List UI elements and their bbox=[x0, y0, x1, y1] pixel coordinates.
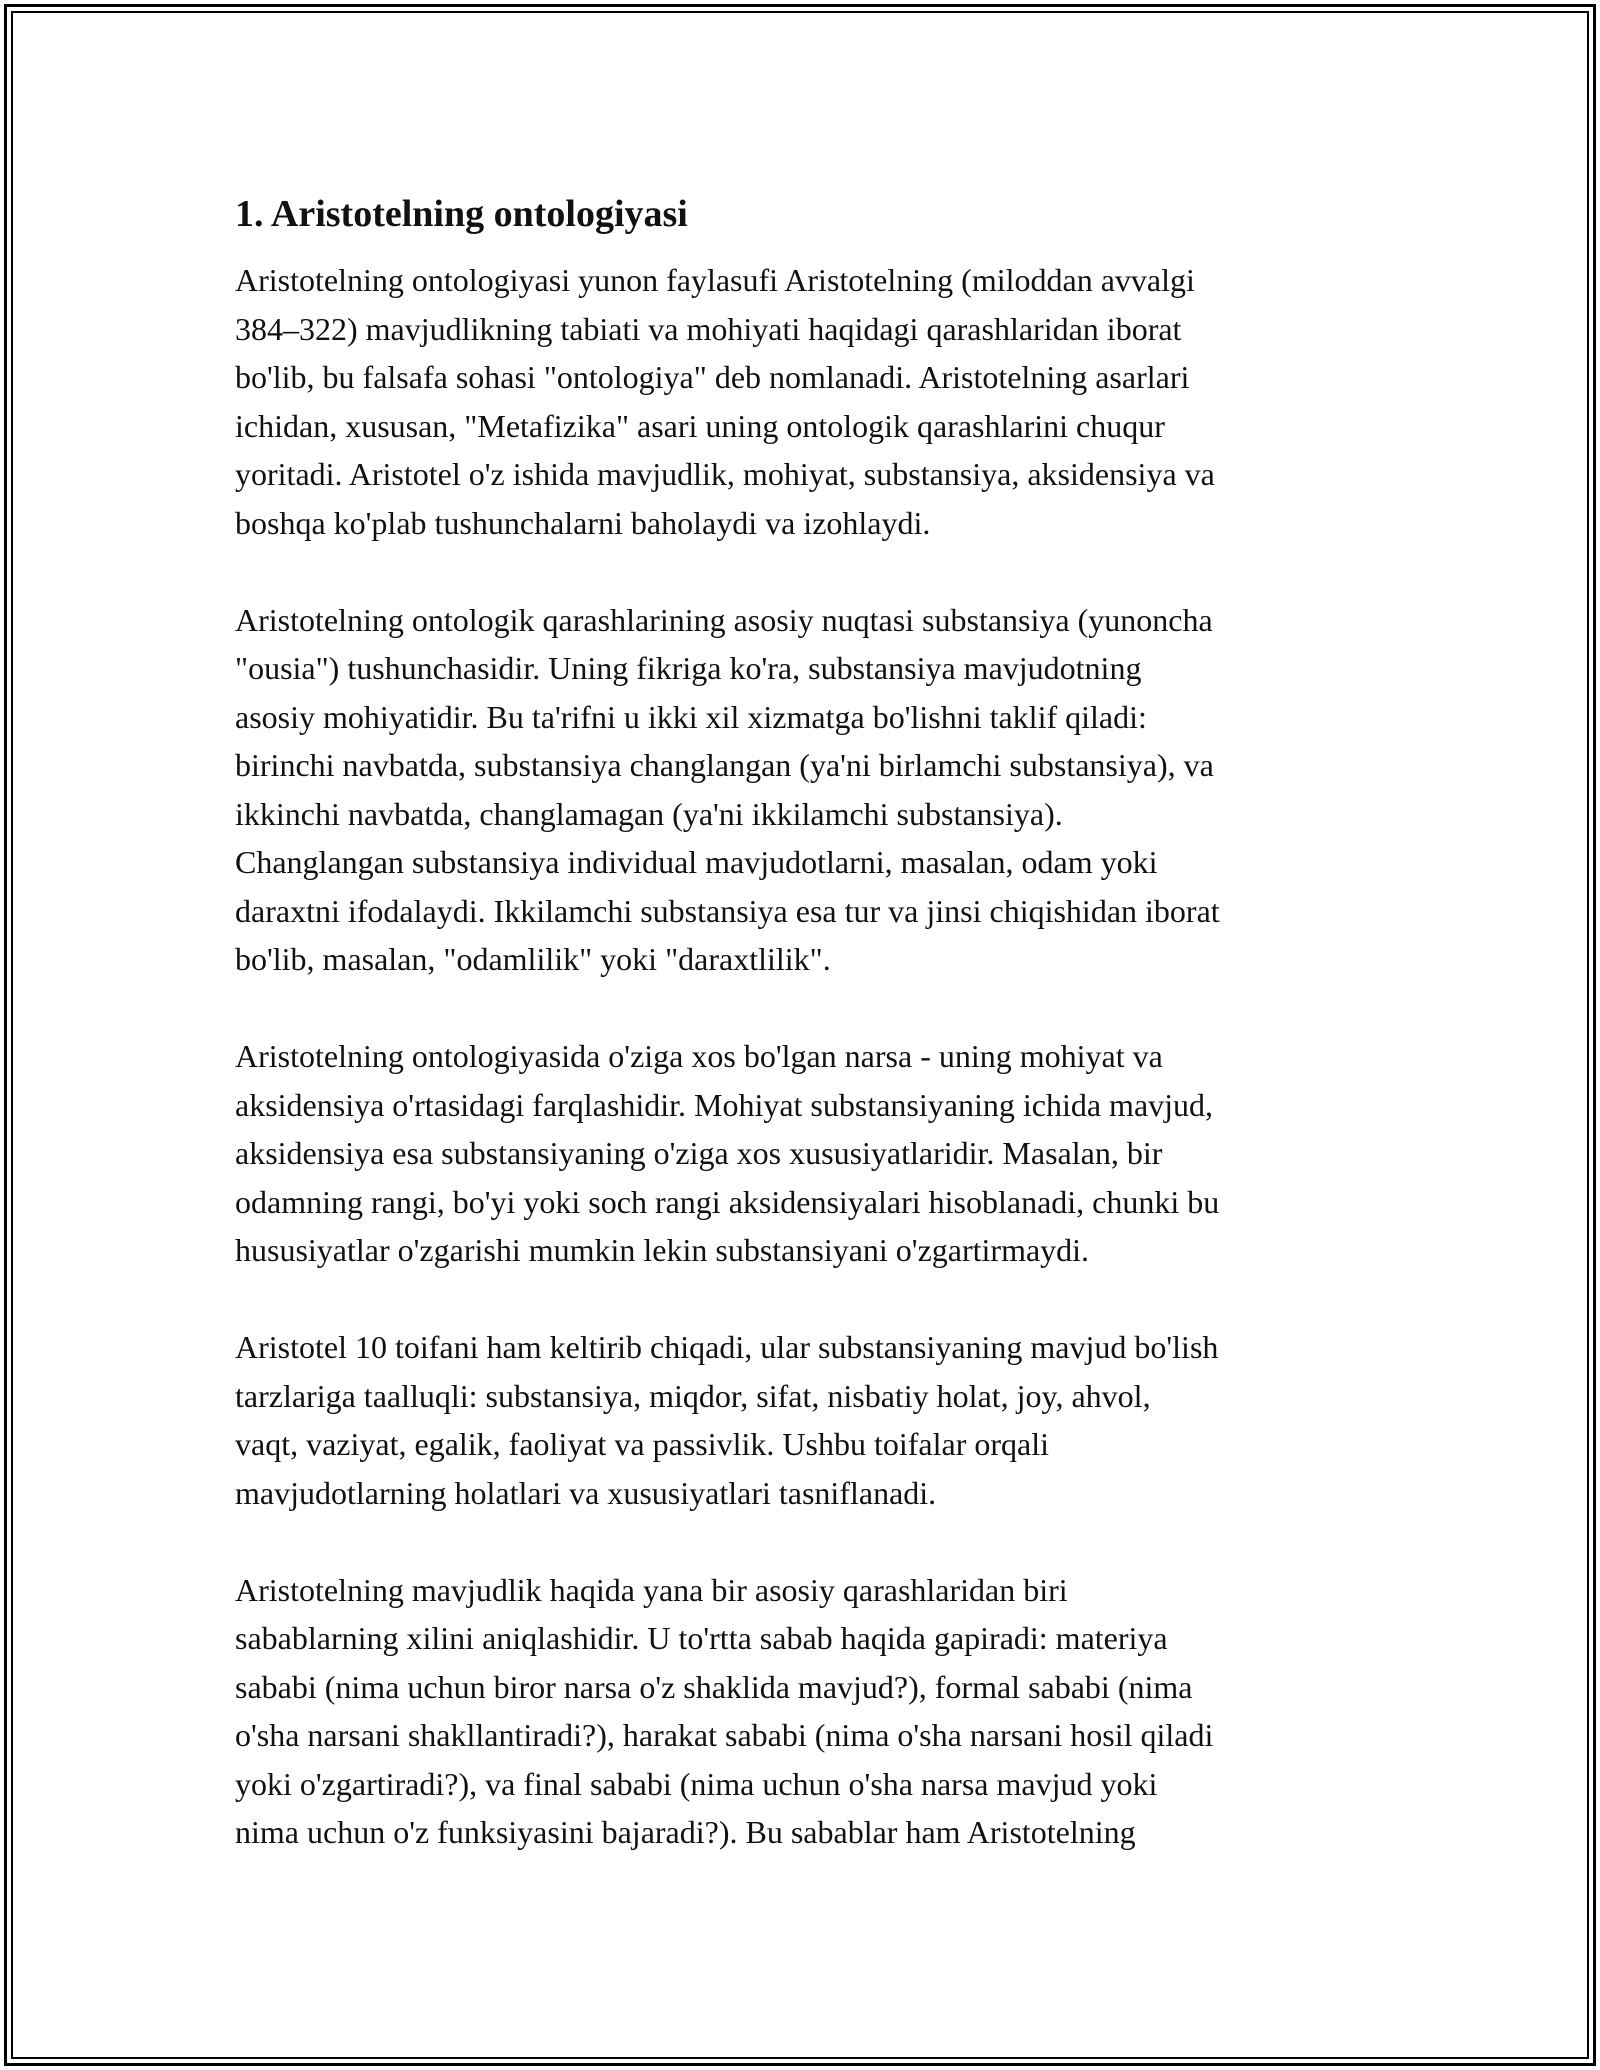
text-line: Aristotelning mavjudlik haqida yana bir asosiy qarashlaridan biri bbox=[235, 1571, 1068, 1608]
text-line: ikkinchi navbatda, changlamagan (ya'ni ikkilamchi substansiya). bbox=[235, 795, 1063, 832]
text-line: Aristotelning ontologik qarashlarining asosiy nuqtasi substansiya (yunoncha bbox=[235, 601, 1213, 638]
paragraph-4 bbox=[235, 1323, 1385, 1517]
text-line: bo'lib, bu falsafa sohasi "ontologiya" deb nomlanadi. Aristotelning asarlari bbox=[235, 359, 1190, 395]
text-line: yoki o'zgartiradi?), va final sababi (nima uchun o'sha narsa mavjud yoki bbox=[235, 1765, 1158, 1802]
text-line: asosiy mohiyatidir. Bu ta'rifni u ikki xil xizmatga bo'lishni taklif qiladi: bbox=[235, 698, 1147, 735]
text-line: Aristotelning ontologiyasida o'ziga xos bo'lgan narsa - uning mohiyat va bbox=[235, 1038, 1163, 1074]
text-line: daraxtni ifodalaydi. Ikkilamchi substansiya esa tur va jinsi chiqishidan iborat bbox=[235, 892, 1220, 929]
text-line: bo'lib, masalan, "odamlilik" yoki "daraxtlilik". bbox=[235, 941, 831, 977]
text-line: tarzlariga taalluqli: substansiya, miqdor, sifat, nisbatiy holat, joy, ahvol, bbox=[235, 1377, 1151, 1414]
document-body bbox=[235, 186, 1385, 1857]
page-title: 1. Aristotelning ontologiyasi bbox=[235, 193, 688, 235]
text-line: "ousia") tushunchasidir. Uning fikriga ko'ra, substansiya mavjudotning bbox=[235, 650, 1142, 686]
text-line: boshqa ko'plab tushunchalarni baholaydi va izohlaydi. bbox=[235, 504, 931, 541]
text-line: nima uchun o'z funksiyasini bajaradi?). Bu sabablar ham Aristotelning bbox=[235, 1814, 1136, 1850]
text-line: o'sha narsani shakllantiradi?), harakat sababi (nima o'sha narsani hosil qiladi bbox=[235, 1717, 1214, 1753]
text-line: aksidensiya o'rtasidagi farqlashidir. Mohiyat substansiyaning ichida mavjud, bbox=[235, 1086, 1214, 1123]
text-line: hususiyatlar o'zgarishi mumkin lekin substansiyani o'zgartirmaydi. bbox=[235, 1232, 1090, 1268]
text-line: vaqt, vaziyat, egalik, faoliyat va passivlik. Ushbu toifalar orqali bbox=[235, 1426, 1049, 1462]
paragraph-1 bbox=[235, 256, 1385, 547]
text-line: aksidensiya esa substansiyaning o'ziga xos xususiyatlaridir. Masalan, bir bbox=[235, 1135, 1163, 1171]
text-line: sabablarning xilini aniqlashidir. U to'rtta sabab haqida gapiradi: materiya bbox=[235, 1620, 1168, 1656]
text-line: 384–322) mavjudlikning tabiati va mohiyati haqidagi qarashlaridan iborat bbox=[235, 310, 1182, 347]
text-line: mavjudotlarning holatlari va xususiyatlari tasniflanadi. bbox=[235, 1474, 937, 1511]
text-line: sababi (nima uchun biror narsa o'z shaklida mavjud?), formal sababi (nima bbox=[235, 1668, 1193, 1705]
paragraph-5 bbox=[235, 1566, 1385, 1857]
text-line: ichidan, xususan, "Metafizika" asari uning ontologik qarashlarini chuqur bbox=[235, 407, 1165, 444]
text-line: Aristotel 10 toifani ham keltirib chiqadi, ular substansiyaning mavjud bo'lish bbox=[235, 1329, 1219, 1365]
text-line: odamning rangi, bo'yi yoki soch rangi aksidensiyalari hisoblanadi, chunki bu bbox=[235, 1183, 1220, 1220]
text-line: birinchi navbatda, substansiya changlangan (ya'ni birlamchi substansiya), va bbox=[235, 747, 1214, 783]
paragraph-2 bbox=[235, 596, 1385, 984]
paragraph-3 bbox=[235, 1032, 1385, 1275]
text-line: yoritadi. Aristotel o'z ishida mavjudlik, mohiyat, substansiya, aksidensiya va bbox=[235, 456, 1215, 492]
text-line: Changlangan substansiya individual mavjudotlarni, masalan, odam yoki bbox=[235, 844, 1158, 880]
text-line: Aristotelning ontologiyasi yunon faylasufi Aristotelning (miloddan avvalgi bbox=[235, 262, 1195, 298]
